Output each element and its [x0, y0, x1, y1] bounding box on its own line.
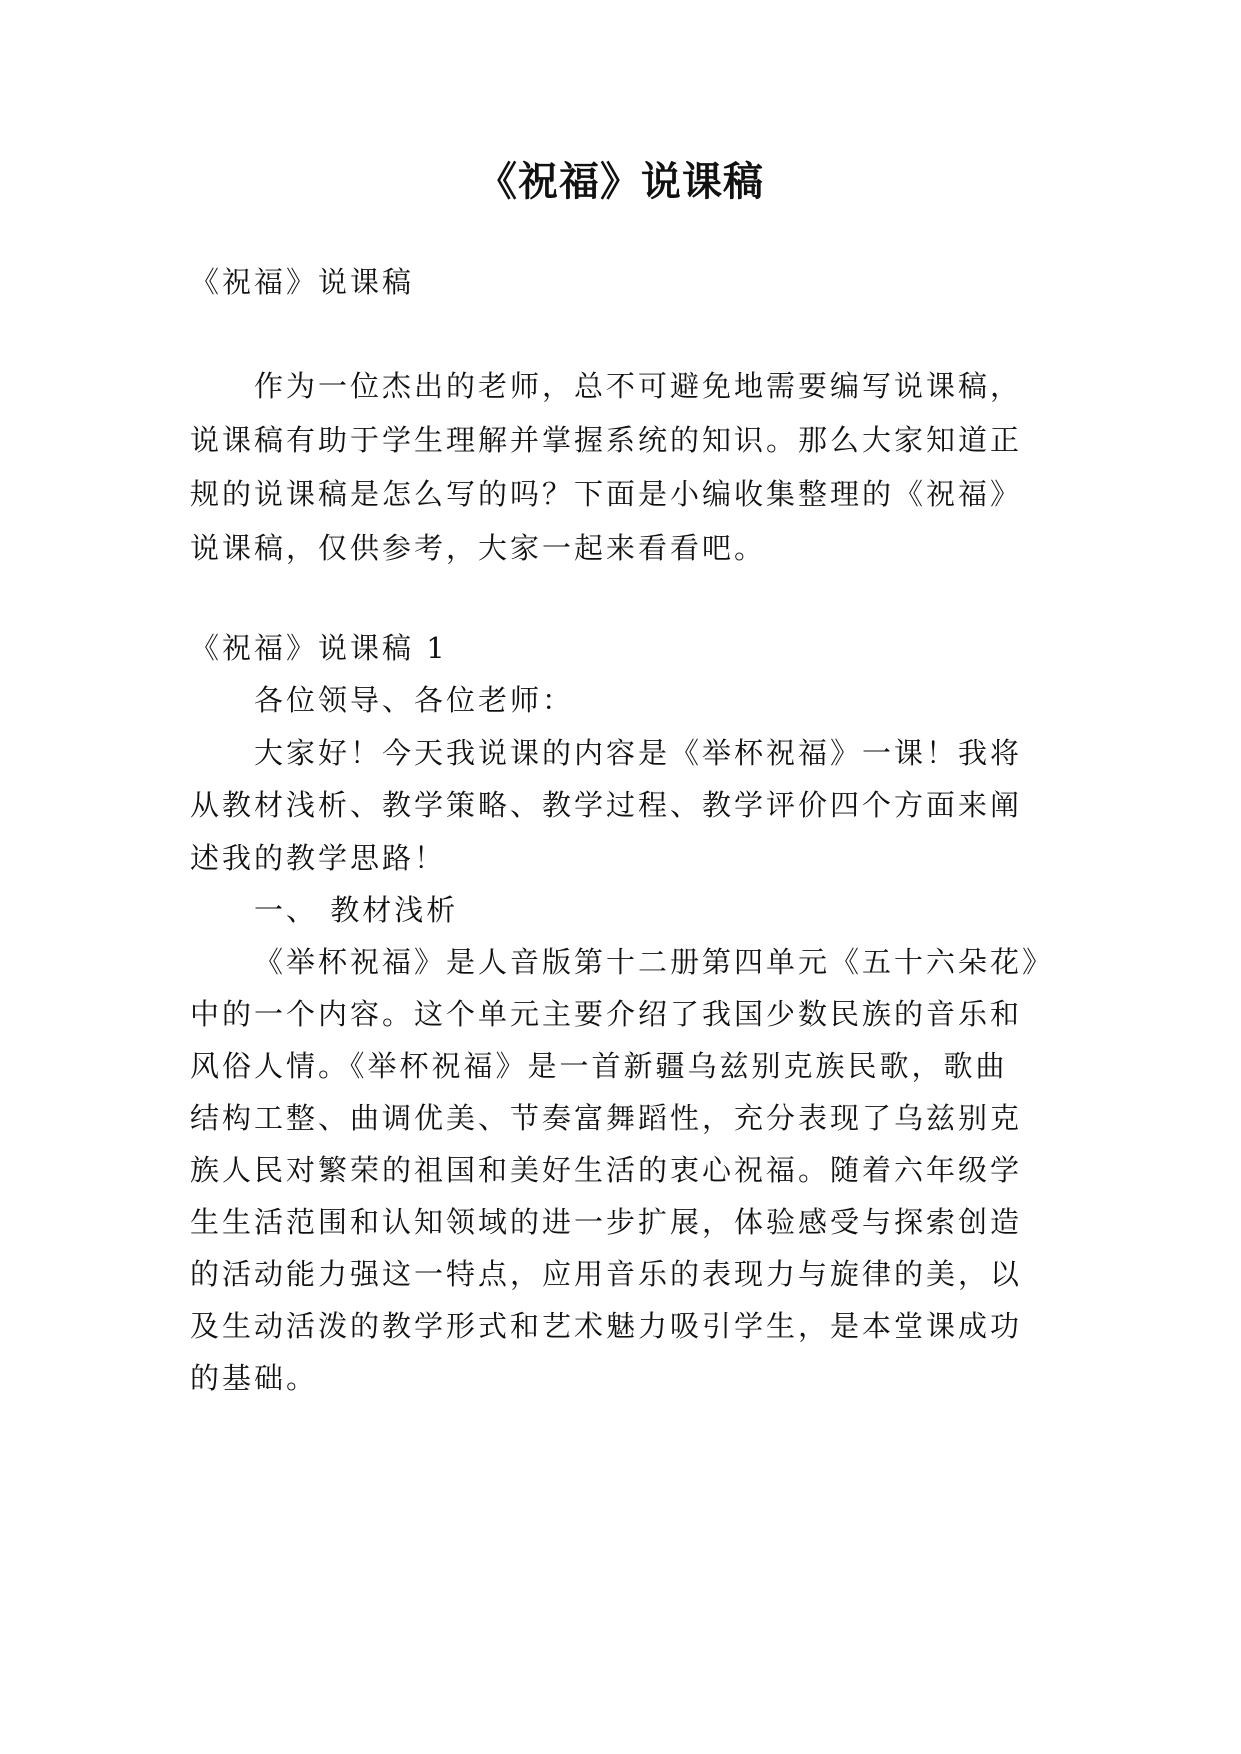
intro-line: 规的说课稿是怎么写的吗？下面是小编收集整理的《祝福》: [190, 477, 1023, 511]
subtitle: 《祝福》说课稿: [190, 265, 415, 299]
intro-line: 作为一位杰出的老师，总不可避免地需要编写说课稿，: [254, 369, 1023, 403]
opening-line: 大家好！今天我说课的内容是《举杯祝福》一课！我将: [254, 736, 1023, 770]
body-line: 生生活范围和认知领域的进一步扩展，体验感受与探索创造: [190, 1205, 1023, 1239]
body-line: 的活动能力强这一特点，应用音乐的表现力与旋律的美，以: [190, 1257, 1023, 1291]
part-heading: 一、 教材浅析: [254, 893, 459, 927]
opening-line: 从教材浅析、教学策略、教学过程、教学评价四个方面来阐: [190, 788, 1023, 822]
intro-line: 说课稿，仅供参考，大家一起来看看吧。: [190, 531, 767, 565]
document-title: 《祝福》说课稿: [477, 159, 764, 205]
section-heading: 《祝福》说课稿 1: [190, 631, 448, 665]
intro-line: 说课稿有助于学生理解并掌握系统的知识。那么大家知道正: [190, 423, 1023, 457]
body-line: 族人民对繁荣的祖国和美好生活的衷心祝福。随着六年级学: [190, 1153, 1023, 1187]
body-line: 及生动活泼的教学形式和艺术魅力吸引学生，是本堂课成功: [190, 1309, 1023, 1343]
body-line: 结构工整、曲调优美、节奏富舞蹈性，充分表现了乌兹别克: [190, 1101, 1023, 1135]
greeting: 各位领导、各位老师：: [254, 683, 575, 717]
body-line: 《举杯祝福》是人音版第十二册第四单元《五十六朵花》: [254, 945, 1055, 979]
body-line: 风俗人情。《举杯祝福》是一首新疆乌兹别克族民歌，歌曲: [190, 1049, 1008, 1083]
opening-line: 述我的教学思路！: [190, 841, 447, 875]
body-line: 的基础。: [190, 1361, 319, 1395]
body-line: 中的一个内容。这个单元主要介绍了我国少数民族的音乐和: [190, 997, 1023, 1031]
